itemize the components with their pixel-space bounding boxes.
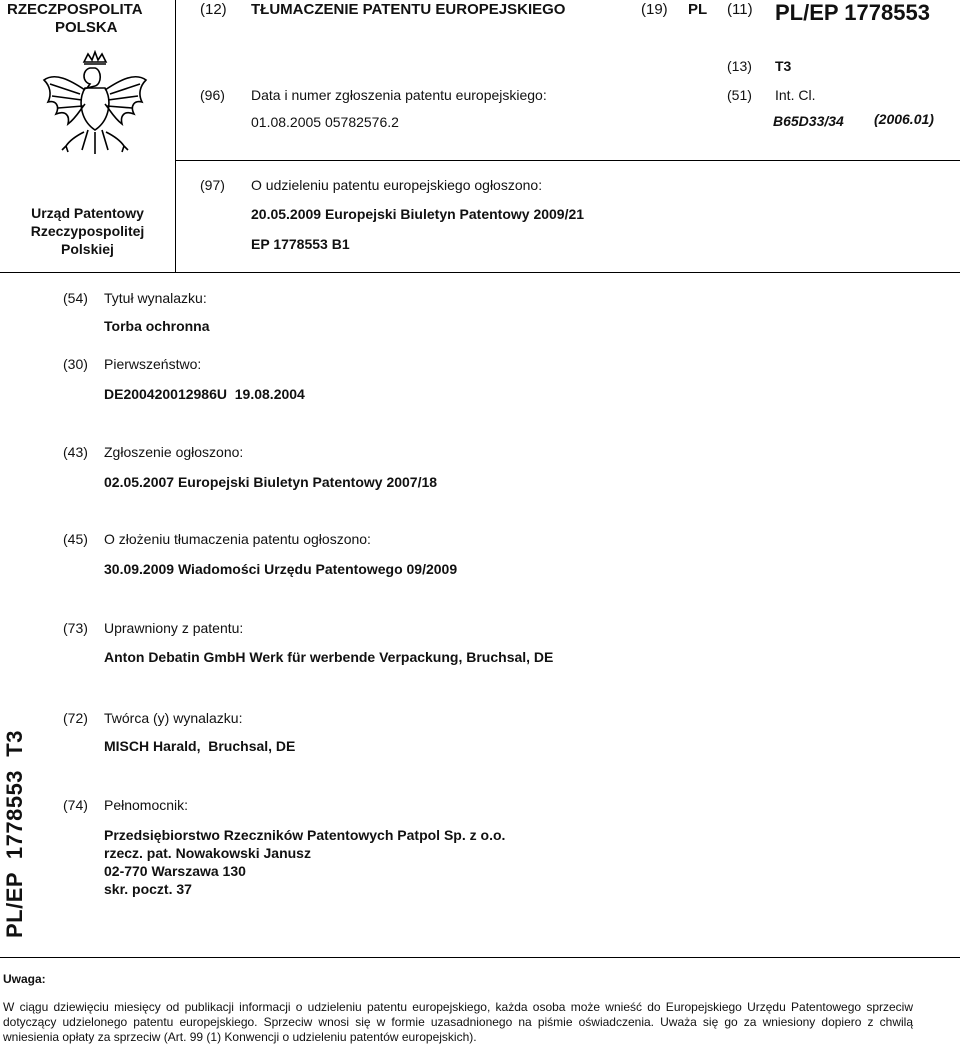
inventor-label: Twórca (y) wynalazku:: [104, 710, 243, 726]
inid-code-51: (51): [727, 87, 752, 103]
header-divider: [175, 0, 176, 272]
application-published-label: Zgłoszenie ogłoszono:: [104, 444, 244, 460]
country-name-line1: RZECZPOSPOLITA: [7, 1, 143, 18]
office-line3: Polskiej: [61, 241, 114, 257]
inid-code-19: (19): [641, 1, 668, 18]
main-rule-top: [0, 272, 960, 273]
country-name-line2: POLSKA: [55, 19, 118, 36]
inid-code-13: (13): [727, 58, 752, 74]
inid-code-43: (43): [63, 444, 88, 460]
invention-title: Torba ochronna: [104, 318, 210, 334]
inid-code-73: (73): [63, 620, 88, 636]
grant-label: O udzieleniu patentu europejskiego ogłoszono:: [251, 177, 543, 193]
inid-code-30: (30): [63, 356, 88, 372]
proprietor-label: Uprawniony z patentu:: [104, 620, 244, 636]
kind-code: T3: [775, 58, 792, 74]
attorney-line4: skr. poczt. 37: [104, 881, 192, 897]
inid-code-12: (12): [200, 1, 227, 18]
eagle-icon: [40, 50, 150, 180]
attorney-line1: Przedsiębiorstwo Rzeczników Patentowych Patpol Sp. z o.o.: [104, 827, 506, 843]
header-rule: [176, 160, 960, 161]
title-label: Tytuł wynalazku:: [104, 290, 207, 306]
country-code: PL: [688, 1, 708, 18]
grant-value: 20.05.2009 Europejski Biuletyn Patentowy 2009/21: [251, 206, 585, 222]
inid-code-11: (11): [727, 1, 753, 18]
inid-code-72: (72): [63, 710, 88, 726]
office-line2: Rzeczypospolitej: [30, 223, 145, 239]
document-type: TŁUMACZENIE PATENTU EUROPEJSKIEGO: [251, 1, 566, 18]
note-text: W ciągu dziewięciu miesięcy od publikacji informacji o udzieleniu patentu europejskiego, każda osoba może wnieść do Europejskiego Urzędu Patentowego sprzeciw dotyczący udzielonego patentu europejskiego. Sprzeciw wnosi się w formie uzasadnionego na piśmie oświadczenia. Uważa się go za wniesiony dopiero z chwilą wniesienia opłaty za sprzeciw (Art. 99 (1) Konwencji o udzieleniu patentów europejskich).: [3, 1000, 913, 1044]
application-value: 01.08.2005 05782576.2: [251, 114, 399, 130]
inid-code-74: (74): [63, 797, 88, 813]
translation-value: 30.09.2009 Wiadomości Urzędu Patentowego 09/2009: [104, 561, 458, 577]
attorney-line2: rzecz. pat. Nowakowski Janusz: [104, 845, 311, 861]
inid-code-97: (97): [200, 177, 225, 193]
grant-publication: EP 1778553 B1: [251, 236, 350, 252]
intcl-year: (2006.01): [874, 111, 934, 127]
inventor-value: MISCH Harald, Bruchsal, DE: [104, 738, 296, 754]
priority-value: DE200420012986U 19.08.2004: [104, 386, 305, 402]
intcl-value: B65D33/34: [773, 113, 844, 129]
application-published-value: 02.05.2007 Europejski Biuletyn Patentowy 2007/18: [104, 474, 438, 490]
inid-code-96: (96): [200, 87, 225, 103]
attorney-line3: 02-770 Warszawa 130: [104, 863, 246, 879]
translation-label: O złożeniu tłumaczenia patentu ogłoszono:: [104, 531, 371, 547]
proprietor-value: Anton Debatin GmbH Werk für werbende Verpackung, Bruchsal, DE: [104, 649, 554, 665]
intcl-label: Int. Cl.: [775, 87, 816, 103]
note-title: Uwaga:: [3, 972, 46, 986]
office-line1: Urząd Patentowy: [31, 205, 144, 221]
priority-label: Pierwszeństwo:: [104, 356, 202, 372]
side-patent-number: PL/EP 1778553 T3: [2, 730, 27, 938]
patent-number: PL/EP 1778553: [775, 0, 930, 25]
attorney-label: Pełnomocnik:: [104, 797, 189, 813]
inid-code-54: (54): [63, 290, 88, 306]
note-rule: [0, 957, 960, 958]
national-emblem: [40, 50, 150, 180]
inid-code-45: (45): [63, 531, 88, 547]
application-label: Data i numer zgłoszenia patentu europejskiego:: [251, 87, 547, 103]
